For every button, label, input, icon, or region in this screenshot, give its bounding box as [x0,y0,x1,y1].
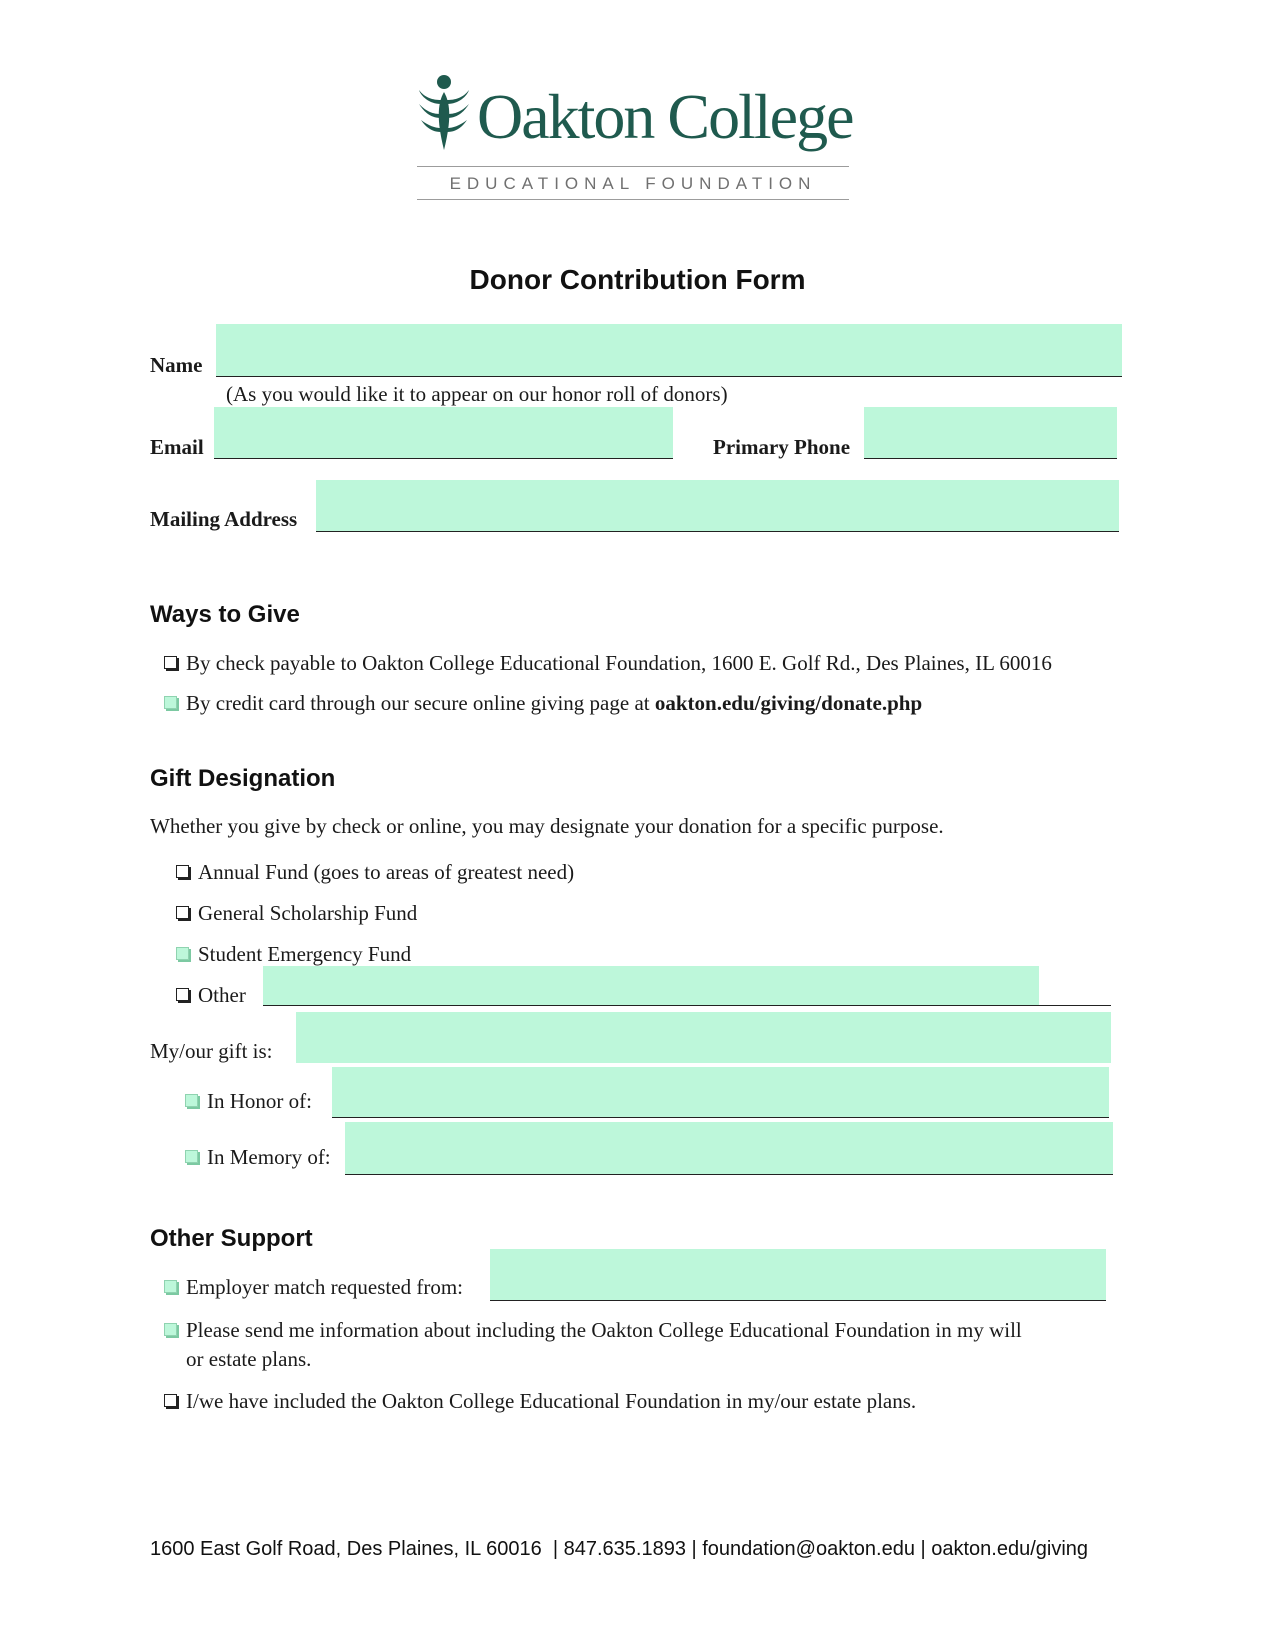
in-memory-label: In Memory of: [207,1145,331,1169]
in-memory-field[interactable] [345,1122,1113,1175]
email-field[interactable] [214,407,673,459]
logo-wordmark: Oakton College [477,81,853,152]
name-field[interactable] [216,324,1122,377]
employer-match-field[interactable] [490,1249,1106,1301]
other-fund-label: Other [198,983,246,1007]
general-scholarship-label: General Scholarship Fund [198,901,418,925]
check-payment-label: By check payable to Oakton College Educational Foundation, 1600 E. Golf Rd., Des Plaines, IL 60016 [186,651,1052,675]
check-payment-checkbox[interactable] [164,656,177,669]
credit-card-checkbox[interactable] [164,696,177,709]
mailing-address-field[interactable] [316,480,1119,532]
primary-phone-label: Primary Phone [713,435,851,459]
student-emergency-label: Student Emergency Fund [198,942,412,966]
logo-divider [417,199,849,200]
gift-designation-heading: Gift Designation [150,765,336,792]
will-info-label-cont: or estate plans. [186,1347,312,1371]
will-info-checkbox[interactable] [164,1323,177,1336]
annual-fund-checkbox[interactable] [176,865,189,878]
estate-included-checkbox[interactable] [164,1394,177,1407]
name-label: Name [150,353,203,377]
logo-divider [417,166,849,167]
credit-card-option [186,691,922,716]
credit-card-label: By credit card through our secure online giving page at [186,691,650,715]
in-honor-checkbox[interactable] [185,1094,198,1107]
donate-link[interactable]: oakton.edu/giving/donate.php [654,691,923,715]
student-emergency-checkbox[interactable] [176,947,189,960]
mailing-address-label: Mailing Address [150,507,298,531]
footer-contact: 1600 East Golf Road, Des Plaines, IL 60016 | 847.635.1893 | foundation@oakton.edu | oakton.edu/giving [150,1538,1089,1560]
employer-match-checkbox[interactable] [164,1280,177,1293]
estate-included-label: I/we have included the Oakton College Educational Foundation in my/our estate plans. [186,1389,917,1413]
ways-to-give-heading: Ways to Give [150,601,300,628]
name-hint: (As you would like it to appear on our honor roll of donors) [226,382,728,406]
in-honor-label: In Honor of: [207,1089,312,1113]
primary-phone-field[interactable] [864,407,1117,459]
other-fund-underline [1039,1005,1111,1006]
gift-is-field[interactable] [296,1012,1111,1063]
other-support-heading: Other Support [150,1225,313,1252]
oak-leaf-emblem-icon [415,74,473,154]
gift-designation-intro: Whether you give by check or online, you may designate your donation for a specific purpose. [150,814,944,838]
annual-fund-label: Annual Fund (goes to areas of greatest need) [198,860,575,884]
in-honor-field[interactable] [332,1067,1109,1118]
email-label: Email [150,435,204,459]
gift-is-label: My/our gift is: [150,1039,273,1063]
foundation-logo [415,74,855,206]
page-title: Donor Contribution Form [469,264,806,295]
logo-subtitle: EDUCATIONAL FOUNDATION [449,174,817,193]
will-info-label: Please send me information about including the Oakton College Educational Foundation in my will [186,1318,1022,1342]
employer-match-label: Employer match requested from: [186,1275,463,1299]
general-scholarship-checkbox[interactable] [176,906,189,919]
in-memory-checkbox[interactable] [185,1150,198,1163]
other-fund-field[interactable] [263,966,1039,1006]
other-fund-checkbox[interactable] [176,988,189,1001]
